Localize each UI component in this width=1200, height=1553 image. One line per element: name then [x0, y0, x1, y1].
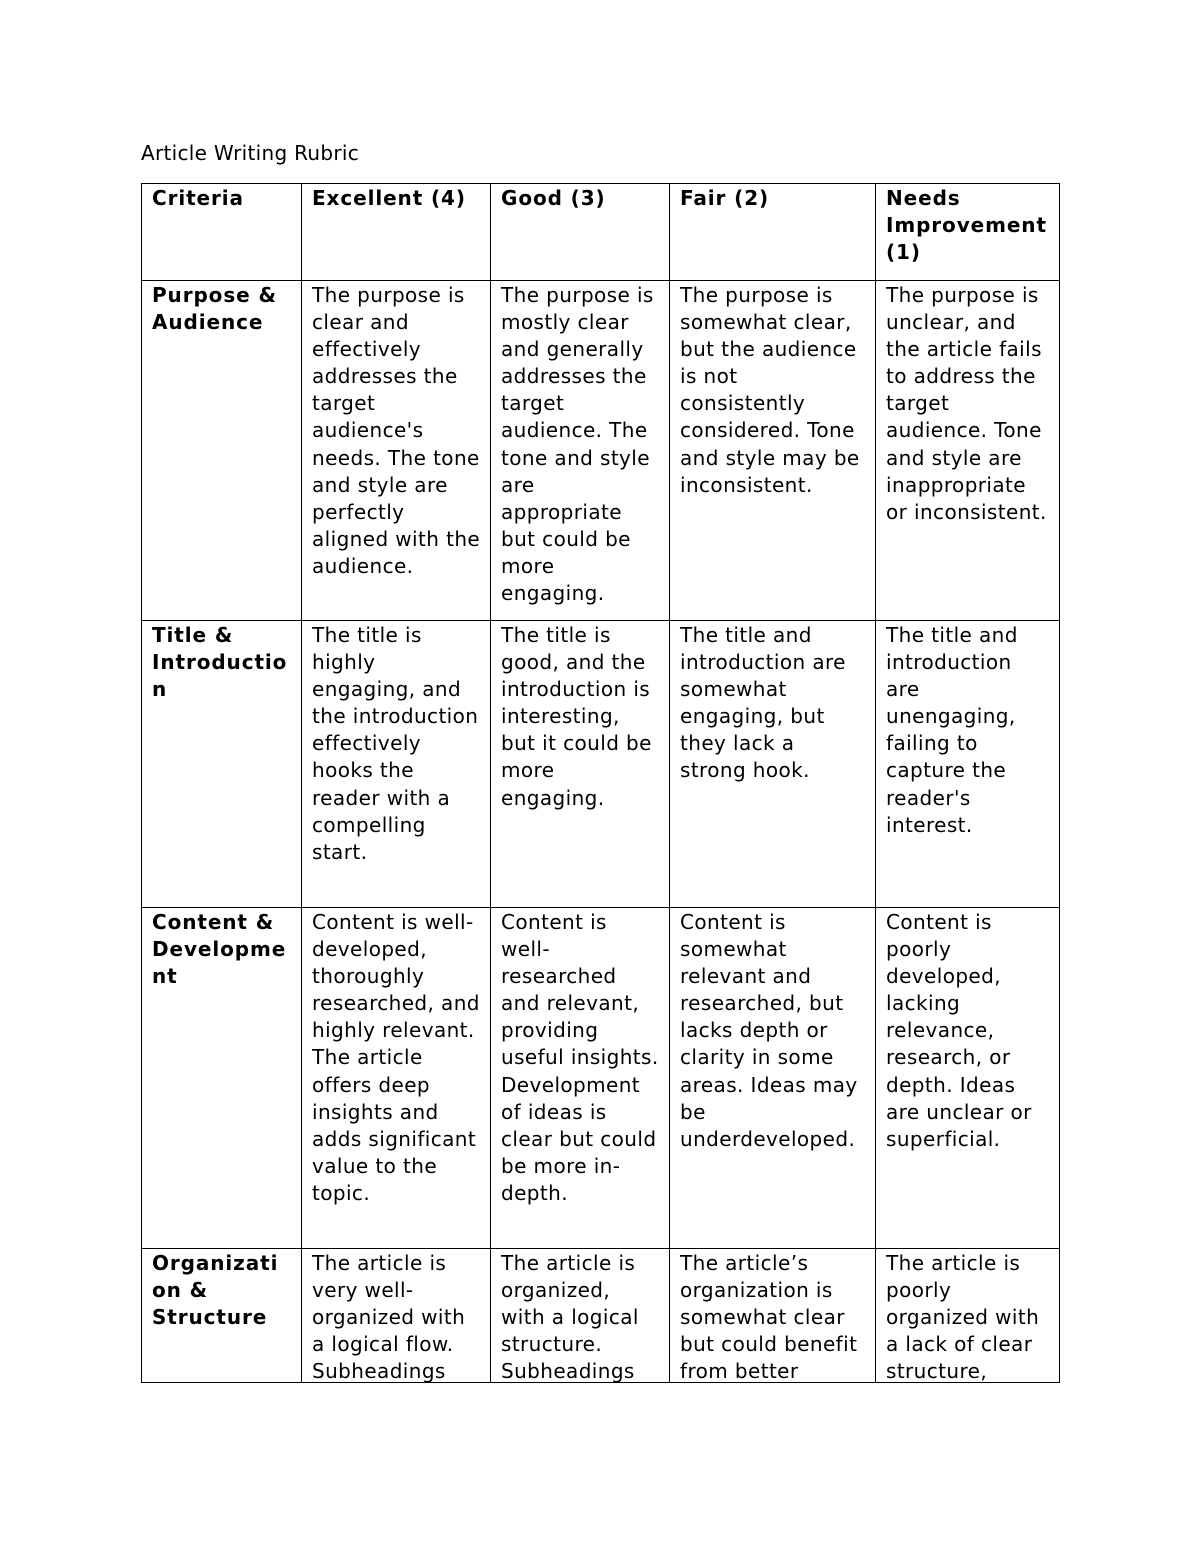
- good-cell: The title is good, and the introduction is interesting, but it could be more engaging.: [491, 621, 670, 908]
- document-title: Article Writing Rubric: [141, 141, 360, 165]
- header-excellent: Excellent (4): [302, 184, 491, 281]
- excellent-cell: The purpose is clear and effectively addresses the target audience's needs. The tone and style are perfectly aligned with the audience.: [302, 281, 491, 621]
- excellent-text: The article is very well-organized with a logical flow. Subheadings: [312, 1251, 466, 1382]
- table-row: [142, 908, 1060, 1249]
- table-row: [142, 621, 1060, 908]
- criteria-cell: [142, 1249, 302, 1383]
- criteria-text: Organization & Structure: [152, 1251, 279, 1330]
- fair-cell: [670, 1249, 876, 1383]
- fair-cell: The title and introduction are somewhat engaging, but they lack a strong hook.: [670, 621, 876, 908]
- excellent-cell: [302, 1249, 491, 1383]
- good-text: The article is organized, with a logical structure. Subheadings: [501, 1251, 639, 1382]
- excellent-cell: The title is highly engaging, and the introduction effectively hooks the reader with a compelling start.: [302, 621, 491, 908]
- criteria-cell: Content & Development: [142, 908, 302, 1249]
- needs-improvement-cell: Content is poorly developed, lacking relevance, research, or depth. Ideas are unclear or superficial.: [876, 908, 1060, 1249]
- rubric-table: [141, 183, 1060, 1383]
- fair-cell: Content is somewhat relevant and researched, but lacks depth or clarity in some areas. Ideas may be underdeveloped.: [670, 908, 876, 1249]
- needs-improvement-cell: The title and introduction are unengaging, failing to capture the reader's interest.: [876, 621, 1060, 908]
- good-cell: Content is well-researched and relevant, providing useful insights. Development of ideas is clear but could be more in-depth.: [491, 908, 670, 1249]
- needs-improvement-cell: The purpose is unclear, and the article fails to address the target audience. Tone and style are inappropriate or inconsistent.: [876, 281, 1060, 621]
- header-fair: Fair (2): [670, 184, 876, 281]
- excellent-cell: Content is well-developed, thoroughly researched, and highly relevant. The article offers deep insights and adds significant value to the topic.: [302, 908, 491, 1249]
- header-good: Good (3): [491, 184, 670, 281]
- table-header-row: [142, 184, 1060, 281]
- needs-improvement-text: The article is poorly organized with a lack of clear structure,: [886, 1251, 1040, 1382]
- fair-text: The article’s organization is somewhat clear but could benefit from better: [680, 1251, 858, 1382]
- table-row: [142, 1249, 1060, 1383]
- table-row: [142, 281, 1060, 621]
- criteria-cell: Title & Introduction: [142, 621, 302, 908]
- fair-cell: The purpose is somewhat clear, but the audience is not consistently considered. Tone and style may be inconsistent.: [670, 281, 876, 621]
- header-criteria: Criteria: [142, 184, 302, 281]
- good-cell: The purpose is mostly clear and generally addresses the target audience. The tone and style are appropriate but could be more engaging.: [491, 281, 670, 621]
- good-cell: [491, 1249, 670, 1383]
- header-needs-improvement: Needs Improvement (1): [876, 184, 1060, 281]
- needs-improvement-cell: [876, 1249, 1060, 1383]
- criteria-cell: Purpose & Audience: [142, 281, 302, 621]
